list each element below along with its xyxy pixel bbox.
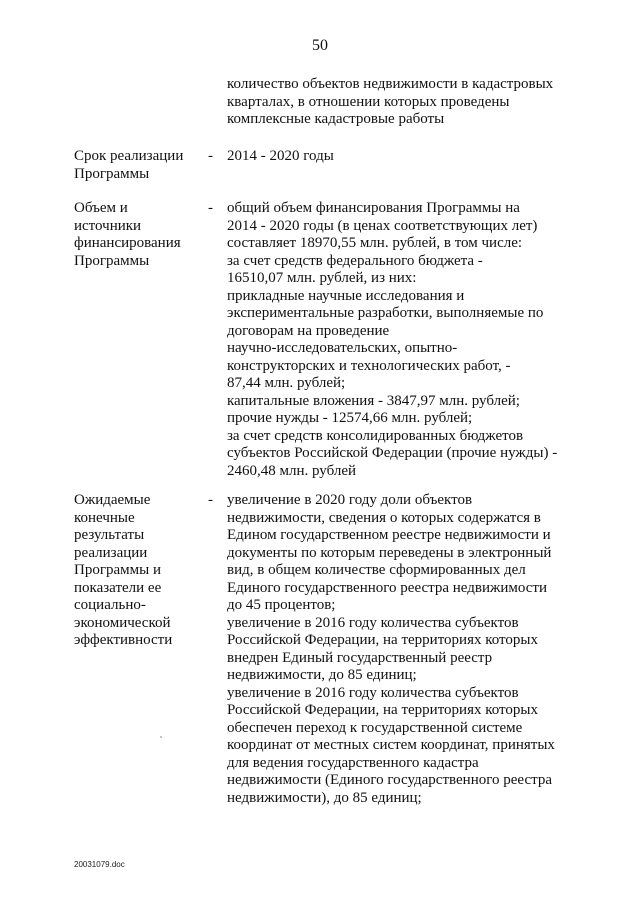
value-line: недвижимости, сведения о которых содержатся в — [227, 509, 541, 526]
section-label — [74, 492, 172, 650]
label-line: результаты — [74, 527, 145, 543]
label-line: Программы и — [74, 562, 161, 578]
continued-text — [227, 76, 553, 129]
value-line: субъектов Российской Федерации (прочие нужды) - — [227, 445, 558, 461]
page-number: 50 — [312, 37, 328, 54]
section-label — [74, 148, 183, 183]
section-dash: - — [208, 148, 213, 164]
value-line: недвижимости (Единого государственного реестра — [227, 772, 552, 788]
value-line: 2014 - 2020 годы (в ценах соответствующих лет) — [227, 217, 538, 234]
value-line: вид, в общем количестве сформированных дел — [227, 562, 526, 578]
value-line: капитальные вложения - 3847,97 млн. рублей; — [227, 392, 520, 409]
label-line: социально- — [74, 597, 146, 613]
label-line: Ожидаемые — [74, 492, 151, 508]
value-line: Едином государственном реестре недвижимости и — [227, 527, 551, 543]
value-line: 2014 - 2020 годы — [227, 148, 334, 164]
value-line: Российской Федерации, на территориях которых — [227, 632, 538, 648]
label-line: экономической — [74, 614, 171, 631]
section-value — [227, 148, 334, 166]
value-line: Единого государственного реестра недвижимости — [227, 579, 548, 596]
section-value — [227, 492, 555, 807]
section-value — [227, 200, 557, 480]
section-label — [74, 200, 181, 270]
value-line: 16510,07 млн. рублей, из них: — [227, 270, 417, 286]
value-line: научно-исследовательских, опытно- — [227, 340, 458, 356]
value-line: увеличение в 2020 году доли объектов — [227, 492, 473, 508]
value-line: конструкторских и технологических работ, - — [227, 357, 511, 374]
label-line: реализации — [74, 544, 148, 561]
label-line: Срок реализации — [74, 148, 184, 164]
label-line: источники — [74, 217, 142, 234]
footer-filename: 20031079.doc — [74, 860, 125, 869]
scan-speck — [160, 736, 162, 738]
value-line: экспериментальные разработки, выполняемые по — [227, 305, 544, 321]
label-line: показатели ее — [74, 579, 162, 596]
section-dash: - — [208, 492, 213, 508]
value-line: обеспечен переход к государственной системе — [227, 719, 523, 736]
text-line: комплексные кадастровые работы — [227, 111, 445, 127]
value-line: до 45 процентов; — [227, 597, 336, 613]
label-line: Объем и — [74, 200, 128, 216]
value-line: увеличение в 2016 году количества субъектов — [227, 614, 519, 631]
label-line: финансирования — [74, 235, 181, 251]
label-line: конечные — [74, 509, 135, 526]
value-line: составляет 18970,55 млн. рублей, в том числе: — [227, 235, 523, 251]
label-line: Программы — [74, 252, 150, 269]
value-line: Российской Федерации, на территориях которых — [227, 702, 538, 718]
value-line: координат от местных систем координат, принятых — [227, 737, 555, 753]
value-line: прикладные научные исследования и — [227, 287, 465, 304]
value-line: 87,44 млн. рублей; — [227, 375, 346, 391]
value-line: внедрен Единый государственный реестр — [227, 649, 493, 666]
value-line: для ведения государственного кадастра — [227, 754, 479, 771]
value-line: за счет средств федерального бюджета - — [227, 252, 483, 269]
value-line: прочие нужды - 12574,66 млн. рублей; — [227, 410, 473, 426]
value-line: договорам на проведение — [227, 322, 390, 339]
label-line: Программы — [74, 165, 150, 182]
value-line: недвижимости), до 85 единиц; — [227, 789, 422, 806]
value-line: общий объем финансирования Программы на — [227, 200, 520, 216]
value-line: за счет средств консолидированных бюджетов — [227, 427, 524, 444]
value-line: 2460,48 млн. рублей — [227, 462, 357, 479]
label-line: эффективности — [74, 632, 173, 648]
text-line: количество объектов недвижимости в кадастровых — [227, 76, 554, 92]
value-line: недвижимости, до 85 единиц; — [227, 667, 417, 683]
value-line: документы по которым переведены в электронный — [227, 544, 552, 561]
value-line: увеличение в 2016 году количества субъектов — [227, 684, 519, 701]
text-line: кварталах, в отношении которых проведены — [227, 93, 510, 110]
section-dash: - — [208, 200, 213, 216]
